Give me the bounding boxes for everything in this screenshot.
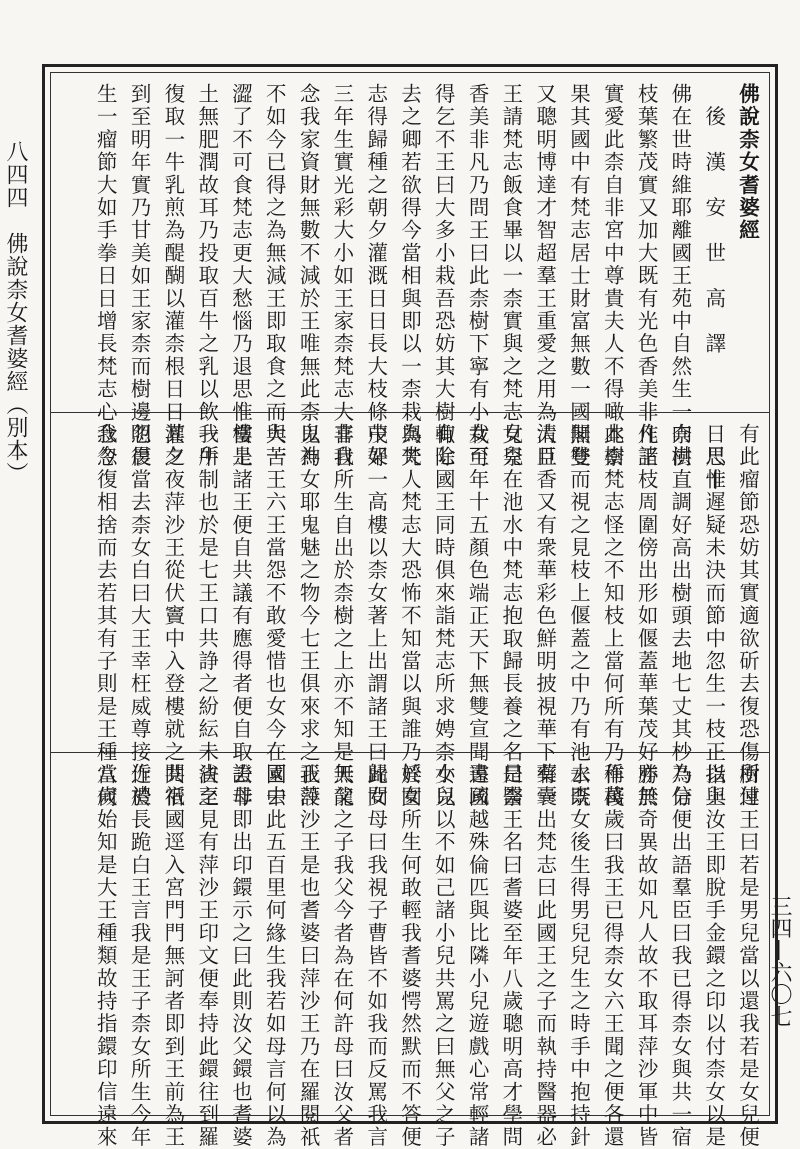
text-column: 證母即出印鐶示之曰此則汝父鐶也耆婆 (228, 763, 253, 1149)
text-column: 亦無奇異故如凡人故不取耳萍沙軍中皆 (634, 763, 659, 1149)
text-column: 藥囊出梵志曰此國王之子而執持醫器必 (532, 763, 557, 1149)
text-column: 澀了不可食梵志更大愁惱乃退思惟當是 (228, 83, 253, 469)
right-margin-page-number: 三四—六〇七 (767, 895, 792, 1027)
text-column: 為夫人梵志大恐怖不知當以與誰乃於園 (397, 423, 422, 809)
text-column: 中架一高樓以柰女著上出謂諸王曰此女 (363, 423, 388, 809)
text-column: 非我所生自出於柰樹之上亦不知是天龍 (329, 423, 354, 809)
text-column: 八歲始知是大王種類故持指鐶印信遠來 (93, 763, 118, 1149)
text-column: 歸問母曰我視子曹皆不如我而反罵我言 (363, 763, 388, 1149)
text-column: 去之卿若欲得今當相與即以一柰栽與梵 (397, 83, 422, 469)
text-column: 無父之子我父今者為在何許母曰汝父者 (329, 763, 354, 1149)
text-column: 到至明年實乃甘美如王家柰而樹邊忽復 (127, 83, 152, 469)
text-column: 有此瘤節恐妨其實適欲斫去復恐傷樹連 (735, 423, 760, 809)
text-column: 佛在世時維耶離國王苑中自然生一柰樹 (667, 83, 692, 469)
text-column: 閱祇國逕入宮門門無訶者即到王前為王 (160, 763, 185, 1149)
text-column: 王請梵志飯食畢以一柰實與之梵志見柰 (498, 83, 523, 469)
text-column: 我今復相捨而去若其有子則是王種當何 (93, 423, 118, 809)
text-column: 為信便出語羣臣曰我已得柰女與共一宿 (667, 763, 692, 1149)
text-column: 日思惟遲疑未決而節中忽生一枝正指上 (701, 423, 726, 809)
text-column: 得乞不王曰大多小栽吾恐妨其大樹輙除 (431, 83, 456, 469)
register-top (51, 73, 769, 492)
text-column: 復取一牛乳煎為醍醐以灌柰根日日灌之 (160, 83, 185, 469)
text-column: 婬女所生何敢輕我耆婆愕然默而不答便 (397, 763, 422, 1149)
left-margin-label: 八四四 佛說柰女耆婆經（別本） (3, 140, 28, 485)
text-column: 書疏越殊倫匹與比隣小兒遊戲心常輕諸 (465, 763, 490, 1149)
page-frame (42, 64, 778, 1149)
register-bottom (51, 753, 769, 1149)
text-column: 三年生實光彩大小如王家柰梵志大喜自 (329, 83, 354, 469)
text-column: 果其國中有梵志居士財富無數一國無雙 (566, 83, 591, 469)
text-column: 省之見有萍沙王印文便奉持此鐶往到羅 (194, 763, 219, 1149)
text-panel (50, 72, 770, 1149)
text-column: 香美非凡乃問王曰此柰樹下寧有小栽可 (465, 83, 490, 469)
text-column: 其夕夜萍沙王從伏竇中入登樓就之共宿 (160, 423, 185, 809)
text-column: 女兒在池水中梵志抱取歸長養之名曰柰 (498, 423, 523, 809)
text-column: 去柰女後生得男兒兒生之時手中抱持針 (566, 763, 591, 1149)
text-column: 女至年十五顏色端正天下無雙宣聞遠國 (465, 423, 490, 809)
text-column: 是醫王名曰耆婆至年八歲聰明高才學問 (498, 763, 523, 1149)
text-column: 鬼神女耶鬼魅之物今七王俱來求之我設 (296, 423, 321, 809)
text-column: 正萍沙王是也耆婆曰萍沙王乃在羅閱祇 (296, 763, 321, 1149)
sutra-title: 佛說柰女耆婆經 (735, 83, 760, 242)
text-column: 國去此五百里何緣生我若如母言何以為 (262, 763, 287, 1149)
text-column: 志得歸種之朝夕灌溉日日長大枝條茂好 (363, 83, 388, 469)
text-column: 樓上諸王便自共議有應得者便自取去非 (228, 423, 253, 809)
register-middle (51, 413, 769, 809)
text-column: 不如今已得之為無減王即取食之而大苦 (262, 83, 287, 469)
text-column: 作禮長跪白王言我是王子柰女所生今年 (127, 763, 152, 1149)
text-column: 又聰明博達才智超羣王重愛之用為大臣 (532, 83, 557, 469)
text-column: 稱萬歲曰我王已得柰女六王聞之便各還 (600, 763, 625, 1149)
text-column: 向洪直調好高出樹頭去地七丈其杪乃分 (667, 423, 692, 809)
text-column: 小兒以不如己諸小兒共罵之曰無父之子 (431, 763, 456, 1149)
text-column: 與一王六王當怨不敢愛惜也女今在園中 (262, 423, 287, 809)
text-column: 土無肥潤故耳乃投取百牛之乳以飲一牛 (194, 83, 219, 469)
translator-line: 後 漢 安 世 高 譯 尺十 (701, 83, 726, 492)
text-column: 閣登而視之見枝上偃蓋之中乃有池水既 (566, 423, 591, 809)
text-column: 本樹梵志怪之不知枝上當何所有乃作棧 (600, 423, 625, 809)
text-column: 我所制也於是七王口共諍之紛紜未決至 (194, 423, 219, 809)
text-column: 生一瘤節大如手拳日日增長梵志心念忽 (93, 83, 118, 469)
text-column: 有七國王同時俱來詣梵志所求娉柰女以 (431, 423, 456, 809)
text-column: 明晨當去柰女白曰大王幸枉威尊接近於 (127, 423, 152, 809)
text-column: 念我家資財無數不減於王唯無此柰以為 (296, 83, 321, 469)
text-column: 以與汝王即脫手金鐶之印以付柰女以是 (701, 763, 726, 1149)
text-column: 實愛此柰自非宮中尊貴夫人不得噉此柰 (600, 83, 625, 469)
text-column: 枝葉繁茂實又加大既有光色香美非凡王 (634, 83, 659, 469)
text-column: 清且香又有衆華彩色鮮明披視華下有一 (532, 423, 557, 809)
text-column: 所付王曰若是男兒當以還我若是女兒便 (735, 763, 760, 1149)
text-column: 作諸枝周圍傍出形如偃蓋華葉茂好勝於 (634, 423, 659, 809)
